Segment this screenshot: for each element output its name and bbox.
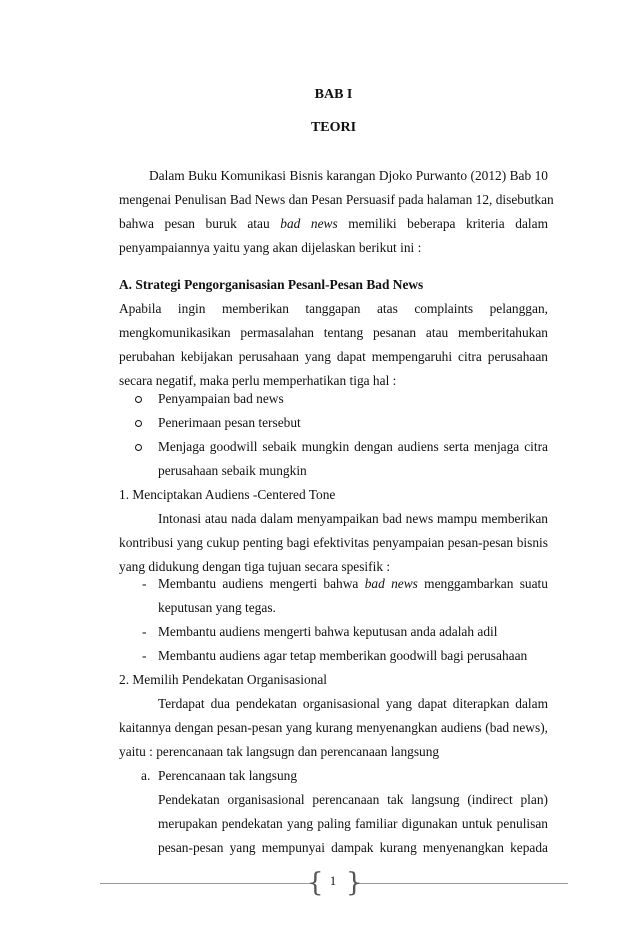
section-1-line-1: Intonasi atau nada dalam menyampaikan bad news mampu memberikan xyxy=(158,511,548,526)
intro-line-3a: bahwa pesan buruk atau xyxy=(119,216,270,231)
intro-term-bad-news: bad news xyxy=(280,216,338,231)
dash-item-1-cont: keputusan yang tegas. xyxy=(158,600,276,615)
chapter-label: BAB I xyxy=(314,87,353,102)
section-a-line-4: secara negatif, maka perlu memperhatikan tiga hal : xyxy=(119,373,397,388)
left-brace-icon: { xyxy=(307,868,324,898)
section-a-heading: A. Strategi Pengorganisasian Pesanl-Pesan Bad News xyxy=(119,277,424,292)
dash-item-1c: menggambarkan suatu xyxy=(424,576,548,591)
section-a-line-3: perubahan kebijakan perusahaan yang dapat mempengaruhi citra perusahaan xyxy=(119,349,548,364)
intro-line-3c: memiliki beberapa kriteria dalam xyxy=(348,216,549,231)
bullet-icon xyxy=(135,420,143,428)
intro-line-2: mengenai Penulisan Bad News dan Pesan Persuasif pada halaman 12, disebutkan xyxy=(119,192,554,207)
section-a-line-2: mengkomunikasikan permasalahan tentang pesanan atau memberitahukan xyxy=(119,325,548,340)
sub-a-line-2: merupakan pendekatan yang paling familiar digunakan untuk penulisan xyxy=(158,816,548,831)
section-2-heading: 2. Memilih Pendekatan Organisasional xyxy=(119,672,328,687)
bullet-icon xyxy=(135,396,143,404)
section-2-line-1: Terdapat dua pendekatan organisasional yang dapat diterapkan dalam xyxy=(158,696,548,711)
sub-a-line-3: pesan-pesan yang mempunyai dampak kurang menyenangkan kepada xyxy=(158,840,548,855)
section-1-line-3: yang didukung dengan tiga tujuan secara spesifik : xyxy=(119,559,391,574)
bullet-item-3-cont: perusahaan sebaik mungkin xyxy=(158,463,307,478)
bullet-item-3: Menjaga goodwill sebaik mungkin dengan audiens serta menjaga citra xyxy=(158,439,548,454)
bullet-item-2: Penerimaan pesan tersebut xyxy=(158,415,301,430)
section-2-line-3: yaitu : perencanaan tak langsugn dan perencanaan langsung xyxy=(119,744,440,759)
chapter-title: TEORI xyxy=(310,120,357,135)
right-brace-icon: } xyxy=(346,868,363,898)
dash-item-3: Membantu audiens agar tetap memberikan goodwill bagi perusahaan xyxy=(158,648,528,663)
sub-a-title: Perencanaan tak langsung xyxy=(158,768,298,783)
bullet-item-1: Penyampaian bad news xyxy=(158,391,284,406)
dash-item-1a: Membantu audiens mengerti bahwa xyxy=(158,576,359,591)
sub-a-line-1: Pendekatan organisasional perencanaan tak langsung (indirect plan) xyxy=(158,792,548,807)
page-number: 1 xyxy=(329,874,337,888)
dash-item-1 xyxy=(158,576,548,592)
dash-marker: - xyxy=(142,624,147,639)
dash-marker: - xyxy=(142,576,147,591)
intro-line-3 xyxy=(119,216,548,232)
sub-a-label: a. xyxy=(141,768,151,783)
dash-term-bad-news: bad news xyxy=(364,576,418,591)
dash-marker: - xyxy=(142,648,147,663)
intro-line-1: Dalam Buku Komunikasi Bisnis karangan Djoko Purwanto (2012) Bab 10 xyxy=(149,168,548,183)
dash-item-2: Membantu audiens mengerti bahwa keputusan anda adalah adil xyxy=(158,624,498,639)
intro-line-4: penyampaiannya yaitu yang akan dijelaskan berikut ini : xyxy=(119,240,422,255)
section-2-line-2: kaitannya dengan pesan-pesan yang kurang menyenangkan audiens (bad news), xyxy=(119,720,548,735)
footer-rule-left xyxy=(100,883,314,884)
section-1-line-2: kontribusi yang cukup penting bagi efektivitas penyampaian pesan-pesan bisnis xyxy=(119,535,548,550)
section-a-line-1: Apabila ingin memberikan tanggapan atas complaints pelanggan, xyxy=(119,301,548,316)
footer-rule-right xyxy=(354,883,568,884)
bullet-icon xyxy=(135,444,143,452)
section-1-heading: 1. Menciptakan Audiens -Centered Tone xyxy=(119,487,336,502)
